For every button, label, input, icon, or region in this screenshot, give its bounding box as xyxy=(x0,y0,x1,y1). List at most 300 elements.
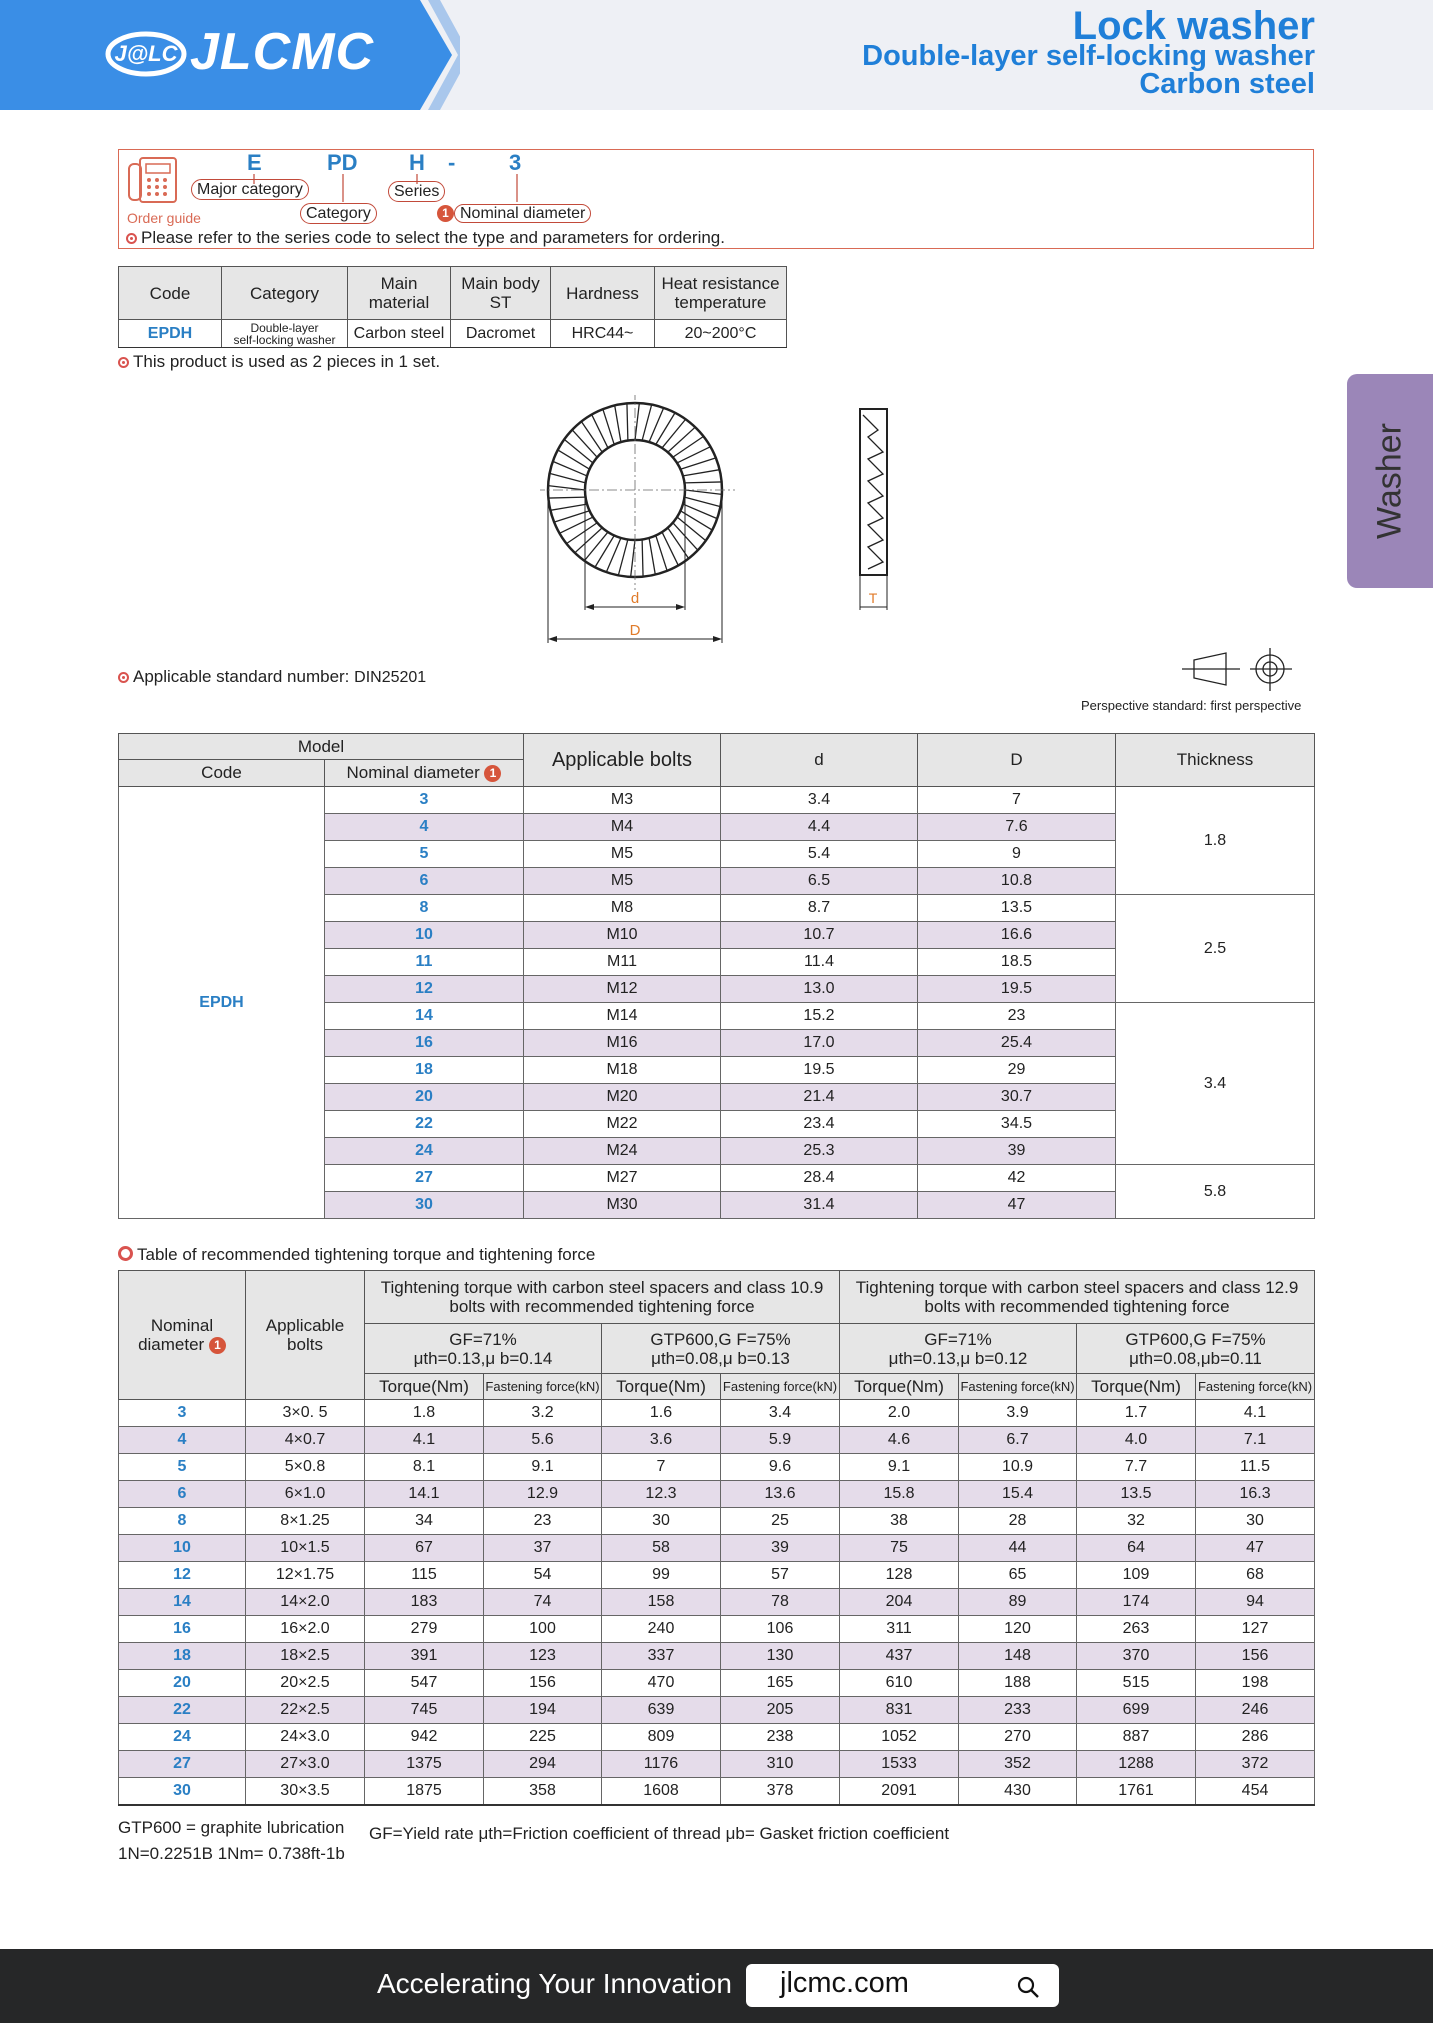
usage-note: This product is used as 2 pieces in 1 set. xyxy=(118,352,440,372)
nominal-header: Nominal diameter 1 xyxy=(325,760,524,787)
torque-value-cell: 3.4 xyxy=(721,1400,840,1427)
torque-unit-2: Torque(Nm) xyxy=(602,1374,721,1400)
torque-row xyxy=(119,1427,1315,1454)
torque-bolt-cell: 30×3.5 xyxy=(246,1778,365,1806)
torque-value-cell: 4.1 xyxy=(365,1427,484,1454)
washer-tooth-line xyxy=(575,528,602,553)
torque-value-cell: 7.1 xyxy=(1196,1427,1315,1454)
thickness-header: Thickness xyxy=(1116,734,1315,787)
torque-value-cell: 294 xyxy=(484,1751,602,1778)
order-guide-label: Order guide xyxy=(127,210,201,226)
circle-bullet-icon xyxy=(118,1246,133,1261)
nominal-diameter-tag xyxy=(437,203,591,223)
code-dash: - xyxy=(448,150,456,175)
torque-bolt-cell: 14×2.0 xyxy=(246,1589,365,1616)
torque-value-cell: 515 xyxy=(1077,1670,1196,1697)
torque-value-cell: 30 xyxy=(602,1508,721,1535)
torque-row xyxy=(119,1616,1315,1643)
torque-value-cell: 1875 xyxy=(365,1778,484,1806)
torque-row xyxy=(119,1643,1315,1670)
bolt-cell: M18 xyxy=(524,1057,721,1084)
torque-value-cell: 610 xyxy=(840,1670,959,1697)
major-category-label: Major category xyxy=(191,179,309,200)
standard-label: Applicable standard number: xyxy=(133,667,350,686)
torque-value-cell: 372 xyxy=(1196,1751,1315,1778)
torque-value-cell: 1052 xyxy=(840,1724,959,1751)
torque-value-cell: 204 xyxy=(840,1589,959,1616)
torque-nominal-cell: 22 xyxy=(119,1697,246,1724)
bolt-cell: M30 xyxy=(524,1192,721,1219)
bolt-cell: M3 xyxy=(524,787,721,814)
torque-value-cell: 130 xyxy=(721,1643,840,1670)
washer-tooth-line xyxy=(548,486,585,490)
torque-value-cell: 1.8 xyxy=(365,1400,484,1427)
torque-value-cell: 100 xyxy=(484,1616,602,1643)
washer-tooth-line xyxy=(635,403,639,440)
torque-value-cell: 7 xyxy=(602,1454,721,1481)
torque-row xyxy=(119,1724,1315,1751)
washer-tooth-line xyxy=(595,535,614,567)
bolt-cell: M11 xyxy=(524,949,721,976)
torque-value-cell: 9.1 xyxy=(484,1454,602,1481)
thickness-cell: 1.8 xyxy=(1116,787,1315,895)
torque-unit-1: Torque(Nm) xyxy=(365,1374,484,1400)
nominal-diameter-cell: 8 xyxy=(325,895,524,922)
footer-tagline: Accelerating Your Innovation xyxy=(377,1968,732,1999)
torque-value-cell: 7.7 xyxy=(1077,1454,1196,1481)
torque-value-cell: 4.6 xyxy=(840,1427,959,1454)
brand-logo: JLCMC xyxy=(190,23,375,81)
group-10-9-header: Tightening torque with carbon steel spacers and class 10.9 bolts with recommended tightening force xyxy=(365,1271,840,1324)
bullet-icon xyxy=(118,672,129,683)
torque-value-cell: 5.9 xyxy=(721,1427,840,1454)
cond-header-1: GF=71% μth=0.13,μ b=0.14 xyxy=(365,1324,602,1374)
spec-row xyxy=(119,320,787,348)
series-label: Series xyxy=(388,181,445,202)
torque-nominal-cell: 27 xyxy=(119,1751,246,1778)
torque-value-cell: 547 xyxy=(365,1670,484,1697)
D-cell: 7 xyxy=(918,787,1116,814)
torque-value-cell: 3.2 xyxy=(484,1400,602,1427)
torque-value-cell: 1.6 xyxy=(602,1400,721,1427)
torque-value-cell: 1288 xyxy=(1077,1751,1196,1778)
cond-header-3: GF=71% μth=0.13,μ b=0.12 xyxy=(840,1324,1077,1374)
torque-value-cell: 352 xyxy=(959,1751,1077,1778)
spec-material: Carbon steel xyxy=(348,320,451,348)
washer-tooth-line xyxy=(673,436,704,457)
bolt-cell: M12 xyxy=(524,976,721,1003)
torque-value-cell: 127 xyxy=(1196,1616,1315,1643)
projection-symbol-icon xyxy=(1180,648,1296,692)
spec-header-heat: Heat resistance temperature xyxy=(655,267,787,320)
number-1-icon: 1 xyxy=(437,205,454,222)
torque-row xyxy=(119,1670,1315,1697)
torque-value-cell: 38 xyxy=(840,1508,959,1535)
washer-tooth-line xyxy=(627,403,628,440)
D-cell: 39 xyxy=(918,1138,1116,1165)
washer-tooth-line xyxy=(550,504,587,510)
torque-value-cell: 1.7 xyxy=(1077,1400,1196,1427)
washer-tooth-line xyxy=(642,405,652,441)
spec-code: EPDH xyxy=(119,320,222,348)
D-header: D xyxy=(918,734,1116,787)
d-cell: 17.0 xyxy=(721,1030,918,1057)
phone-icon xyxy=(126,154,182,208)
torque-value-cell: 57 xyxy=(721,1562,840,1589)
torque-value-cell: 9.1 xyxy=(840,1454,959,1481)
washer-drawing xyxy=(540,395,920,645)
torque-value-cell: 745 xyxy=(365,1697,484,1724)
washer-tooth-line xyxy=(548,497,585,498)
torque-value-cell: 4.1 xyxy=(1196,1400,1315,1427)
torque-bolts-header: Applicable bolts xyxy=(246,1271,365,1400)
washer-tooth-line xyxy=(631,540,635,577)
model-header-row xyxy=(119,734,1315,760)
d-cell: 10.7 xyxy=(721,922,918,949)
torque-bolt-cell: 5×0.8 xyxy=(246,1454,365,1481)
torque-value-cell: 198 xyxy=(1196,1670,1315,1697)
side-tab-label: Washer xyxy=(1370,423,1409,539)
bolt-cell: M22 xyxy=(524,1111,721,1138)
washer-tooth-line xyxy=(642,539,643,576)
footnote-conversion: 1N=0.2251B 1Nm= 0.738ft-1b xyxy=(118,1844,345,1863)
torque-value-cell: 12.3 xyxy=(602,1481,721,1508)
torque-nominal-cell: 10 xyxy=(119,1535,246,1562)
washer-tooth-line xyxy=(649,408,664,442)
torque-value-cell: 1176 xyxy=(602,1751,721,1778)
thickness-cell: 2.5 xyxy=(1116,895,1315,1003)
torque-bolt-cell: 8×1.25 xyxy=(246,1508,365,1535)
torque-value-cell: 65 xyxy=(959,1562,1077,1589)
thickness-cell: 5.8 xyxy=(1116,1165,1315,1219)
bolt-cell: M14 xyxy=(524,1003,721,1030)
code-nominal: 3 xyxy=(509,150,522,175)
spec-header-body-st: Main body ST xyxy=(451,267,551,320)
spec-header-category: Category xyxy=(222,267,348,320)
torque-value-cell: 75 xyxy=(840,1535,959,1562)
nominal-diameter-cell: 12 xyxy=(325,976,524,1003)
torque-value-cell: 639 xyxy=(602,1697,721,1724)
bullet-icon xyxy=(118,357,129,368)
force-unit-1: Fastening force(kN) xyxy=(484,1374,602,1400)
d-cell: 15.2 xyxy=(721,1003,918,1030)
washer-tooth-line xyxy=(684,497,720,507)
washer-tooth-line xyxy=(684,482,721,483)
model-table xyxy=(118,733,1315,1219)
number-1-icon: 1 xyxy=(484,765,501,782)
washer-tooth-line xyxy=(572,430,597,457)
page-material: Carbon steel xyxy=(1139,68,1315,100)
torque-nominal-header: Nominal diameter 1 xyxy=(119,1271,246,1400)
torque-value-cell: 337 xyxy=(602,1643,721,1670)
torque-unit-3: Torque(Nm) xyxy=(840,1374,959,1400)
search-icon[interactable] xyxy=(1016,1975,1040,1999)
washer-tooth-line xyxy=(618,539,628,575)
torque-value-cell: 9.6 xyxy=(721,1454,840,1481)
nominal-diameter-cell: 22 xyxy=(325,1111,524,1138)
torque-nominal-cell: 6 xyxy=(119,1481,246,1508)
D-cell: 29 xyxy=(918,1057,1116,1084)
bolt-cell: M16 xyxy=(524,1030,721,1057)
torque-bolt-cell: 10×1.5 xyxy=(246,1535,365,1562)
model-row xyxy=(119,787,1315,814)
bolt-cell: M8 xyxy=(524,895,721,922)
torque-value-cell: 10.9 xyxy=(959,1454,1077,1481)
torque-row xyxy=(119,1481,1315,1508)
spec-hardness: HRC44~ xyxy=(551,320,655,348)
torque-value-cell: 2091 xyxy=(840,1778,959,1806)
footer-url-link[interactable]: jlcmc.com xyxy=(780,1967,909,1999)
torque-row xyxy=(119,1454,1315,1481)
torque-value-cell: 238 xyxy=(721,1724,840,1751)
torque-value-cell: 470 xyxy=(602,1670,721,1697)
torque-value-cell: 270 xyxy=(959,1724,1077,1751)
washer-tooth-line xyxy=(680,458,715,469)
torque-value-cell: 3.9 xyxy=(959,1400,1077,1427)
torque-value-cell: 68 xyxy=(1196,1562,1315,1589)
torque-value-cell: 1608 xyxy=(602,1778,721,1806)
torque-row xyxy=(119,1400,1315,1427)
torque-value-cell: 183 xyxy=(365,1589,484,1616)
torque-value-cell: 12.9 xyxy=(484,1481,602,1508)
washer-tooth-line xyxy=(581,421,602,452)
nominal-diameter-cell: 20 xyxy=(325,1084,524,1111)
number-1-icon: 1 xyxy=(209,1337,226,1354)
torque-bolt-cell: 18×2.5 xyxy=(246,1643,365,1670)
d-cell: 25.3 xyxy=(721,1138,918,1165)
torque-value-cell: 263 xyxy=(1077,1616,1196,1643)
torque-value-cell: 23 xyxy=(484,1508,602,1535)
washer-tooth-line xyxy=(677,517,706,541)
torque-value-cell: 148 xyxy=(959,1643,1077,1670)
code-category: PD xyxy=(327,150,358,175)
logo-mark-text: J@LC xyxy=(114,41,178,66)
torque-value-cell: 30 xyxy=(1196,1508,1315,1535)
torque-value-cell: 74 xyxy=(484,1589,602,1616)
torque-value-cell: 106 xyxy=(721,1616,840,1643)
torque-value-cell: 120 xyxy=(959,1616,1077,1643)
nominal-diameter-cell: 18 xyxy=(325,1057,524,1084)
page-subtitle: Double-layer self-locking washer xyxy=(862,40,1315,72)
nominal-diameter-cell: 3 xyxy=(325,787,524,814)
logo-mark-icon xyxy=(104,30,188,78)
torque-row xyxy=(119,1508,1315,1535)
nominal-diameter-label: Nominal diameter xyxy=(454,204,591,223)
d-cell: 5.4 xyxy=(721,841,918,868)
torque-unit-4: Torque(Nm) xyxy=(1077,1374,1196,1400)
D-cell: 9 xyxy=(918,841,1116,868)
torque-value-cell: 15.4 xyxy=(959,1481,1077,1508)
bolt-cell: M10 xyxy=(524,922,721,949)
washer-tooth-line xyxy=(603,409,614,444)
order-guide-note: Please refer to the series code to select the type and parameters for ordering. xyxy=(126,228,725,248)
washer-tooth-line xyxy=(615,405,621,442)
torque-bolt-cell: 22×2.5 xyxy=(246,1697,365,1724)
torque-value-cell: 58 xyxy=(602,1535,721,1562)
torque-value-cell: 454 xyxy=(1196,1778,1315,1806)
torque-value-cell: 165 xyxy=(721,1670,840,1697)
dim-d-label: d xyxy=(630,590,640,607)
torque-value-cell: 1761 xyxy=(1077,1778,1196,1806)
standard-value: DIN25201 xyxy=(354,669,427,686)
torque-value-cell: 39 xyxy=(721,1535,840,1562)
D-cell: 13.5 xyxy=(918,895,1116,922)
torque-value-cell: 44 xyxy=(959,1535,1077,1562)
torque-nominal-cell: 5 xyxy=(119,1454,246,1481)
torque-nominal-cell: 8 xyxy=(119,1508,246,1535)
washer-tooth-line xyxy=(683,470,720,476)
torque-value-cell: 25 xyxy=(721,1508,840,1535)
torque-row xyxy=(119,1751,1315,1778)
torque-value-cell: 123 xyxy=(484,1643,602,1670)
torque-value-cell: 16.3 xyxy=(1196,1481,1315,1508)
nominal-diameter-cell: 10 xyxy=(325,922,524,949)
torque-value-cell: 15.8 xyxy=(840,1481,959,1508)
torque-value-cell: 64 xyxy=(1077,1535,1196,1562)
d-cell: 13.0 xyxy=(721,976,918,1003)
nominal-diameter-cell: 24 xyxy=(325,1138,524,1165)
thickness-cell: 3.4 xyxy=(1116,1003,1315,1165)
torque-bolt-cell: 16×2.0 xyxy=(246,1616,365,1643)
force-unit-4: Fastening force(kN) xyxy=(1196,1374,1315,1400)
cond-header-4: GTP600,G F=75% μth=0.08,μb=0.11 xyxy=(1077,1324,1315,1374)
D-cell: 19.5 xyxy=(918,976,1116,1003)
d-cell: 23.4 xyxy=(721,1111,918,1138)
spec-header-row xyxy=(119,267,787,320)
torque-title: Table of recommended tightening torque and tightening force xyxy=(118,1245,595,1265)
torque-value-cell: 188 xyxy=(959,1670,1077,1697)
torque-bolt-cell: 12×1.75 xyxy=(246,1562,365,1589)
force-unit-2: Fastening force(kN) xyxy=(721,1374,840,1400)
spec-header-code: Code xyxy=(119,267,222,320)
d-cell: 3.4 xyxy=(721,787,918,814)
D-cell: 18.5 xyxy=(918,949,1116,976)
d-cell: 21.4 xyxy=(721,1084,918,1111)
torque-value-cell: 8.1 xyxy=(365,1454,484,1481)
washer-tooth-line xyxy=(554,511,589,522)
D-cell: 23 xyxy=(918,1003,1116,1030)
torque-value-cell: 2.0 xyxy=(840,1400,959,1427)
bolts-header: Applicable bolts xyxy=(524,734,721,787)
spec-category: Double-layer self-locking washer xyxy=(222,320,348,348)
torque-value-cell: 831 xyxy=(840,1697,959,1724)
nominal-diameter-cell: 27 xyxy=(325,1165,524,1192)
torque-value-cell: 13.5 xyxy=(1077,1481,1196,1508)
code-header: Code xyxy=(119,760,325,787)
spec-heat: 20~200°C xyxy=(655,320,787,348)
torque-value-cell: 156 xyxy=(484,1670,602,1697)
torque-nominal-cell: 20 xyxy=(119,1670,246,1697)
torque-value-cell: 1375 xyxy=(365,1751,484,1778)
torque-value-cell: 13.6 xyxy=(721,1481,840,1508)
D-cell: 42 xyxy=(918,1165,1116,1192)
torque-table xyxy=(118,1270,1315,1806)
model-code-cell: EPDH xyxy=(119,787,325,1219)
torque-value-cell: 89 xyxy=(959,1589,1077,1616)
torque-value-cell: 37 xyxy=(484,1535,602,1562)
washer-tooth-line xyxy=(649,538,655,575)
torque-value-cell: 78 xyxy=(721,1589,840,1616)
cond-header-2: GTP600,G F=75% μth=0.08,μ b=0.13 xyxy=(602,1324,840,1374)
torque-value-cell: 67 xyxy=(365,1535,484,1562)
d-cell: 8.7 xyxy=(721,895,918,922)
side-tab-washer[interactable] xyxy=(1347,374,1433,588)
torque-value-cell: 194 xyxy=(484,1697,602,1724)
bolt-cell: M27 xyxy=(524,1165,721,1192)
torque-value-cell: 430 xyxy=(959,1778,1077,1806)
torque-value-cell: 809 xyxy=(602,1724,721,1751)
washer-tooth-line xyxy=(553,461,587,476)
torque-value-cell: 99 xyxy=(602,1562,721,1589)
torque-value-cell: 28 xyxy=(959,1508,1077,1535)
nominal-diameter-cell: 11 xyxy=(325,949,524,976)
torque-value-cell: 391 xyxy=(365,1643,484,1670)
bolt-cell: M20 xyxy=(524,1084,721,1111)
torque-value-cell: 240 xyxy=(602,1616,721,1643)
d-header: d xyxy=(721,734,918,787)
washer-tooth-line xyxy=(584,532,608,561)
d-cell: 11.4 xyxy=(721,949,918,976)
model-header: Model xyxy=(119,734,524,760)
torque-value-cell: 205 xyxy=(721,1697,840,1724)
torque-value-cell: 94 xyxy=(1196,1589,1315,1616)
torque-value-cell: 6.7 xyxy=(959,1427,1077,1454)
torque-value-cell: 128 xyxy=(840,1562,959,1589)
torque-row xyxy=(119,1535,1315,1562)
D-cell: 30.7 xyxy=(918,1084,1116,1111)
category-label: Category xyxy=(300,203,377,224)
torque-bolt-cell: 3×0. 5 xyxy=(246,1400,365,1427)
torque-value-cell: 233 xyxy=(959,1697,1077,1724)
torque-nominal-cell: 24 xyxy=(119,1724,246,1751)
bolt-cell: M5 xyxy=(524,868,721,895)
bullet-icon xyxy=(126,233,137,244)
washer-tooth-line xyxy=(550,473,586,483)
torque-value-cell: 311 xyxy=(840,1616,959,1643)
code-series: H xyxy=(409,150,425,175)
torque-row xyxy=(119,1697,1315,1724)
torque-bolt-cell: 24×3.0 xyxy=(246,1724,365,1751)
torque-value-cell: 370 xyxy=(1077,1643,1196,1670)
torque-nominal-cell: 4 xyxy=(119,1427,246,1454)
torque-value-cell: 279 xyxy=(365,1616,484,1643)
torque-row xyxy=(119,1778,1315,1806)
D-cell: 47 xyxy=(918,1192,1116,1219)
code-major: E xyxy=(247,150,262,175)
footnote-legend: GF=Yield rate μth=Friction coefficient of thread μb= Gasket friction coefficient xyxy=(369,1824,950,1843)
washer-tooth-line xyxy=(685,490,722,494)
D-cell: 10.8 xyxy=(918,868,1116,895)
group-12-9-header: Tightening torque with carbon steel spacers and class 12.9 bolts with recommended tightening force xyxy=(840,1271,1315,1324)
page-title: Lock washer xyxy=(1072,4,1315,48)
torque-value-cell: 437 xyxy=(840,1643,959,1670)
d-cell: 19.5 xyxy=(721,1057,918,1084)
d-cell: 4.4 xyxy=(721,814,918,841)
dim-D-label: D xyxy=(629,622,641,639)
torque-value-cell: 310 xyxy=(721,1751,840,1778)
washer-tooth-line xyxy=(656,413,675,445)
washer-tooth-line xyxy=(683,504,717,519)
torque-nominal-cell: 14 xyxy=(119,1589,246,1616)
d-cell: 28.4 xyxy=(721,1165,918,1192)
torque-bolt-cell: 4×0.7 xyxy=(246,1427,365,1454)
torque-nominal-cell: 30 xyxy=(119,1778,246,1806)
torque-nominal-cell: 12 xyxy=(119,1562,246,1589)
footnote-gtp: GTP600 = graphite lubrication xyxy=(118,1818,345,1837)
washer-tooth-line xyxy=(566,523,597,544)
d-cell: 6.5 xyxy=(721,868,918,895)
bolt-cell: M4 xyxy=(524,814,721,841)
